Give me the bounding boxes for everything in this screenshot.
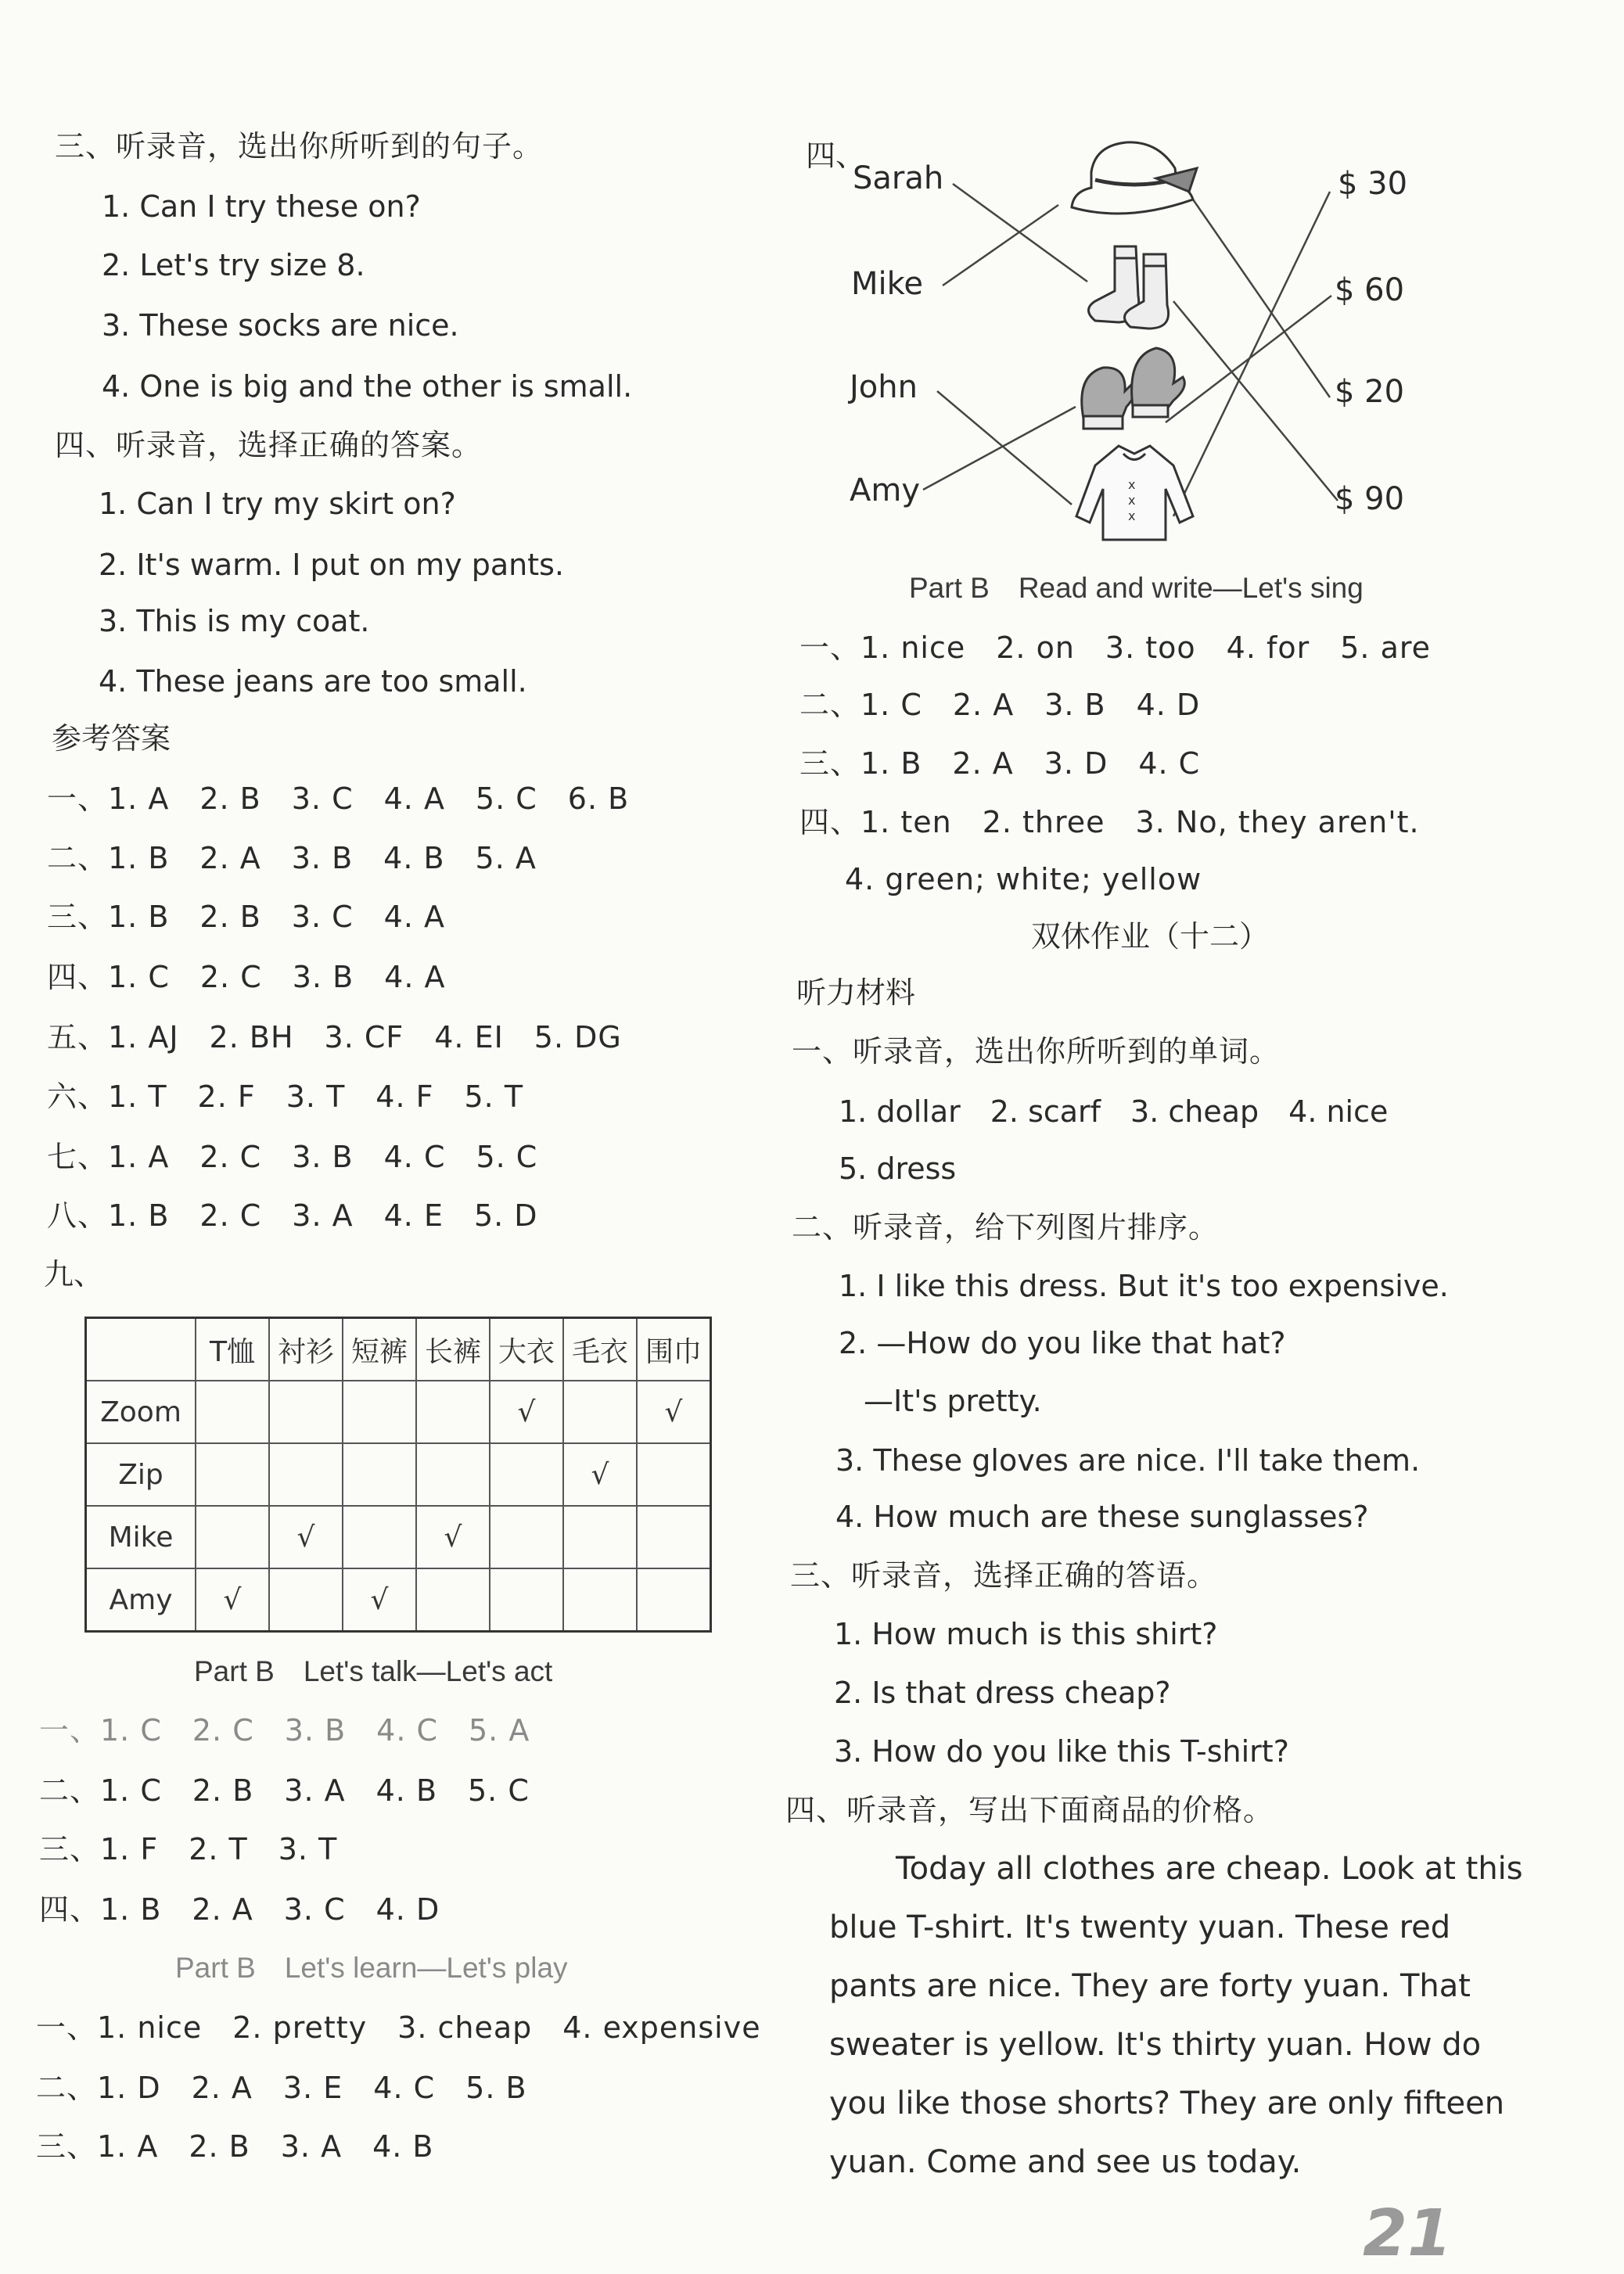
svg-text:x: x <box>1128 508 1136 523</box>
paragraph-line: sweater is yellow. It's thirty yuan. How do <box>829 2027 1482 2063</box>
table-header: 衬衫 <box>269 1318 343 1381</box>
check-cell <box>269 1381 343 1443</box>
answer-row: 三、1. F 2. T 3. T <box>39 1832 338 1866</box>
answer-row: 三、1. B 2. A 3. D 4. C <box>799 746 1201 781</box>
gloves-icon <box>1082 348 1185 429</box>
price-30: $ 30 <box>1338 166 1408 202</box>
answer-row: 三、1. A 2. B 3. A 4. B <box>36 2129 434 2164</box>
paragraph-line: Today all clothes are cheap. Look at this <box>896 1851 1523 1887</box>
answer-row: 一、1. nice 2. on 3. too 4. for 5. are <box>799 630 1432 665</box>
answer-row: 四、1. B 2. A 3. C 4. D <box>39 1892 440 1927</box>
answer-row: 三、1. B 2. B 3. C 4. A <box>47 900 446 934</box>
answer-row: 五、1. AJ 2. BH 3. CF 4. EI 5. DG <box>47 1020 622 1054</box>
row-name: Zoom <box>86 1381 196 1443</box>
match-line <box>923 407 1076 490</box>
answer-row: 二、1. B 2. A 3. B 4. B 5. A <box>47 841 537 875</box>
read-heading: Part B Read and write—Let's sing <box>909 572 1364 604</box>
check-cell: √ <box>563 1443 637 1506</box>
l3-heading: 三、听录音，选择正确的答语。 <box>790 1558 1218 1593</box>
page-number: 21 <box>1363 2197 1453 2271</box>
answer-row: 八、1. B 2. C 3. A 4. E 5. D <box>47 1198 538 1233</box>
answer-row: 一、1. C 2. C 3. B 4. C 5. A <box>39 1713 530 1748</box>
svg-text:x: x <box>1128 493 1136 508</box>
check-cell: √ <box>416 1506 490 1568</box>
learn-heading: Part B Let's learn—Let's play <box>175 1952 568 1984</box>
l2-item: 4. How much are these sunglasses? <box>835 1500 1369 1534</box>
table-row <box>86 1568 711 1632</box>
check-cell <box>490 1568 563 1632</box>
match-line <box>1173 301 1338 501</box>
row-name: Mike <box>86 1506 196 1568</box>
answer-row: 四、1. ten 2. three 3. No, they aren't. <box>799 805 1420 839</box>
check-cell <box>196 1381 269 1443</box>
paragraph-line: yuan. Come and see us today. <box>829 2144 1302 2180</box>
table-row <box>86 1443 711 1506</box>
section-4-heading: 四、听录音，选择正确的答案。 <box>55 428 483 462</box>
s4-item-4: 4. These jeans are too small. <box>99 664 527 699</box>
l4-heading: 四、听录音，写出下面商品的价格。 <box>785 1793 1274 1827</box>
s3-item-2: 2. Let's try size 8. <box>102 248 365 282</box>
answer-row: 七、1. A 2. C 3. B 4. C 5. C <box>47 1140 538 1174</box>
table-row <box>86 1381 711 1443</box>
check-cell <box>343 1443 416 1506</box>
matching-drawing <box>0 0 1624 563</box>
answer-row: 二、1. C 2. B 3. A 4. B 5. C <box>39 1773 530 1808</box>
check-cell <box>490 1443 563 1506</box>
l3-item: 3. How do you like this T-shirt? <box>834 1734 1289 1769</box>
socks-icon <box>1089 246 1169 329</box>
price-20: $ 20 <box>1335 374 1405 410</box>
table-header-row <box>86 1318 711 1381</box>
check-cell <box>416 1443 490 1506</box>
s4-item-2: 2. It's warm. I put on my pants. <box>99 548 564 582</box>
s3-item-4: 4. One is big and the other is small. <box>102 369 633 404</box>
matching-label: 四、 <box>806 138 866 173</box>
answer-row: 一、1. nice 2. pretty 3. cheap 4. expensive <box>36 2010 761 2045</box>
answer-row: 四、1. C 2. C 3. B 4. A <box>47 960 446 994</box>
hat-icon <box>1072 142 1197 214</box>
l1-item: 5. dress <box>839 1151 957 1186</box>
row-name: Amy <box>86 1568 196 1632</box>
check-cell <box>490 1506 563 1568</box>
answer-row: 二、1. C 2. A 3. B 4. D <box>799 688 1201 722</box>
s3-item-1: 1. Can I try these on? <box>102 189 421 224</box>
answer-row: 一、1. A 2. B 3. C 4. A 5. C 6. B <box>47 781 630 816</box>
table-header: 大衣 <box>490 1318 563 1381</box>
price-60: $ 60 <box>1335 272 1405 308</box>
table-header: 短裤 <box>343 1318 416 1381</box>
l3-item: 1. How much is this shirt? <box>834 1617 1218 1651</box>
check-cell <box>343 1506 416 1568</box>
answer-row: 二、1. D 2. A 3. E 4. C 5. B <box>36 2071 527 2105</box>
paragraph-line: you like those shorts? They are only fifteen <box>829 2085 1505 2121</box>
match-line <box>1193 199 1330 397</box>
name-amy: Amy <box>850 472 920 508</box>
check-cell <box>637 1506 711 1568</box>
s4-item-3: 3. This is my coat. <box>99 604 370 638</box>
check-cell <box>416 1381 490 1443</box>
clothes-table <box>84 1317 712 1633</box>
l1-item: 1. dollar 2. scarf 3. cheap 4. nice <box>839 1094 1389 1129</box>
name-sarah: Sarah <box>853 160 944 196</box>
check-cell: √ <box>196 1568 269 1632</box>
l2-item: —It's pretty. <box>864 1384 1042 1418</box>
check-cell <box>637 1568 711 1632</box>
check-cell: √ <box>637 1381 711 1443</box>
s4-item-1: 1. Can I try my skirt on? <box>99 487 456 521</box>
check-cell <box>269 1568 343 1632</box>
check-cell <box>343 1381 416 1443</box>
table-row <box>86 1506 711 1568</box>
check-cell: √ <box>269 1506 343 1568</box>
table-header: T恤 <box>196 1318 269 1381</box>
section-3-heading: 三、听录音，选出你所听到的句子。 <box>55 129 544 163</box>
check-cell <box>196 1443 269 1506</box>
svg-text:x: x <box>1128 477 1136 492</box>
l2-item: 1. I like this dress. But it's too expensive. <box>839 1269 1449 1303</box>
s3-item-3: 3. These socks are nice. <box>102 308 459 343</box>
check-cell <box>637 1443 711 1506</box>
l2-item: 2. —How do you like that hat? <box>839 1326 1286 1360</box>
l2-item: 3. These gloves are nice. I'll take them. <box>835 1443 1421 1478</box>
check-cell <box>563 1381 637 1443</box>
l1-heading: 一、听录音，选出你所听到的单词。 <box>792 1034 1281 1069</box>
check-cell <box>269 1443 343 1506</box>
weekend-title: 双休作业（十二） <box>1031 919 1270 954</box>
row-name: Zip <box>86 1443 196 1506</box>
table-header: 围巾 <box>637 1318 711 1381</box>
sweater-icon <box>1076 446 1193 540</box>
answer-row: 4. green; white; yellow <box>845 862 1202 896</box>
listening-material-heading: 听力材料 <box>796 975 916 1010</box>
answer-row: 六、1. T 2. F 3. T 4. F 5. T <box>47 1080 524 1114</box>
l3-item: 2. Is that dress cheap? <box>834 1676 1171 1710</box>
price-90: $ 90 <box>1335 481 1405 517</box>
match-line <box>937 391 1072 505</box>
check-cell <box>196 1506 269 1568</box>
table-header: 长裤 <box>416 1318 490 1381</box>
section-9-label: 九、 <box>44 1257 104 1291</box>
check-cell <box>563 1568 637 1632</box>
name-mike: Mike <box>851 266 923 302</box>
table-header: 毛衣 <box>563 1318 637 1381</box>
talk-heading: Part B Let's talk—Let's act <box>194 1655 553 1687</box>
table-corner <box>86 1318 196 1381</box>
check-cell: √ <box>343 1568 416 1632</box>
match-line <box>1173 192 1330 516</box>
reference-answers-heading: 参考答案 <box>52 721 171 756</box>
paragraph-line: blue T-shirt. It's twenty yuan. These red <box>829 1909 1451 1945</box>
check-cell <box>563 1506 637 1568</box>
match-line <box>943 205 1058 286</box>
check-cell: √ <box>490 1381 563 1443</box>
l2-heading: 二、听录音，给下列图片排序。 <box>792 1210 1220 1245</box>
paragraph-line: pants are nice. They are forty yuan. That <box>829 1968 1471 2004</box>
check-cell <box>416 1568 490 1632</box>
name-john: John <box>850 369 918 405</box>
